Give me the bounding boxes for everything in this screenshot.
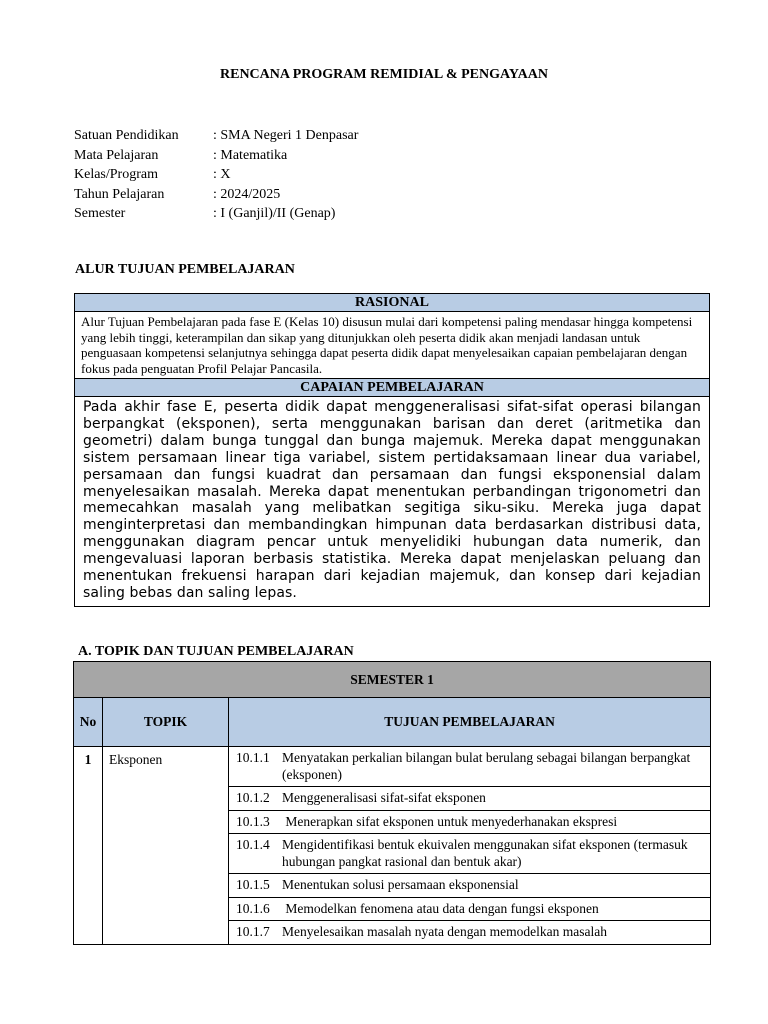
cp-header: CAPAIAN PEMBELAJARAN [75,379,710,397]
goal-item [229,834,711,874]
row-topic: Eksponen [103,747,229,945]
info-row-tahun [74,185,358,205]
goal-code: 10.1.6 [236,900,270,916]
col-header-tujuan: TUJUAN PEMBELAJARAN [229,698,711,747]
info-label: Tahun Pelajaran [74,186,165,202]
rasional-header: RASIONAL [75,294,710,312]
topik-heading: A. TOPIK DAN TUJUAN PEMBELAJARAN [78,644,354,659]
col-header-topik: TOPIK [103,698,229,747]
cp-text: Pada akhir fase E, peserta didik dapat menggeneralisasi sifat-sifat operasi bilangan berpangkat (eksponen), serta menggunakan barisan dan deret (aritmetika dan geometri) dalam bunga tunggal dan bunga majemuk. Mereka dapat menggunakan sistem persamaan linear tiga variabel, sistem pertidaksamaan linear dua variabel, persamaan dan fungsi kuadrat dan persamaan dan fungsi eksponensial dalam menyelesaikan masalah. Mereka dapat menentukan perbandingan trigonometri dan memecahkan masalah yang melibatkan segitiga siku-siku. Mereka juga dapat menginterpretasi dan membandingkan himpunan data berdasarkan distribusi data, menggunakan diagram pencar untuk menyelidiki hubungan data numerik, dan mengevaluasi laporan berbasis statistika. Mereka dapat menjelaskan peluang dan menentukan frekuensi harapan dari kejadian majemuk, dan konsep dari kejadian saling bebas dan saling lepas. [75,397,710,607]
goal-text: Menentukan solusi persamaan eksponensial [282,877,519,892]
goal-code: 10.1.5 [236,877,270,892]
row-number: 1 [74,747,103,945]
goal-item [229,921,711,945]
rasional-text: Alur Tujuan Pembelajaran pada fase E (Kelas 10) disusun mulai dari kompetensi paling mendasar hingga kompetensi yang lebih tinggi, keterampilan dan sikap yang ditunjukkan oleh peserta didik akan menjadi landasan untuk penguasaan kompetensi selanjutnya sehingga dapat peserta didik dapat menyelesaikan capaian pembelajaran dengan fokus pada penguatan Profil Pelajar Pancasila. [75,312,710,379]
info-label: Mata Pelajaran [74,147,159,163]
semester-header: SEMESTER 1 [74,662,711,698]
info-row-semester [74,204,358,224]
goal-text: Menyatakan perkalian bilangan bulat berulang sebagai bilangan berpangkat (eksponen) [282,750,691,782]
goal-item [229,897,711,921]
info-value: : X [213,167,231,182]
topik-table [73,661,711,945]
info-value: : SMA Negeri 1 Denpasar [213,128,359,143]
goal-item [229,810,711,834]
info-label: Semester [74,206,126,221]
info-row-satuan [74,126,358,146]
goal-text: Menggeneralisasi sifat-sifat eksponen [282,790,486,805]
goal-text: Mengidentifikasi bentuk ekuivalen menggunakan sifat eksponen (termasuk hubungan pangkat rasional dan bentuk akar) [282,837,688,869]
goal-text: Menerapkan sifat eksponen untuk menyederhanakan ekspresi [282,813,618,829]
info-block [74,126,358,224]
info-row-mapel [74,146,358,166]
goal-text: Menyelesaikan masalah nyata dengan memodelkan masalah [282,924,608,939]
goal-item [229,747,711,787]
goal-code: 10.1.3 [236,813,270,829]
document-title: RENCANA PROGRAM REMIDIAL & PENGAYAAN [220,67,548,82]
info-value: : Matematika [213,147,288,163]
goal-item [229,787,711,811]
goal-item [229,874,711,898]
goal-code: 10.1.7 [236,924,270,939]
info-row-kelas [74,165,358,185]
goal-code: 10.1.2 [236,790,270,805]
alur-table [74,293,710,607]
goal-text: Memodelkan fenomena atau data dengan fungsi eksponen [282,900,599,916]
alur-heading: ALUR TUJUAN PEMBELAJARAN [75,262,295,277]
goal-code: 10.1.4 [236,837,270,852]
info-label: Kelas/Program [74,167,158,182]
info-value: : I (Ganjil)/II (Genap) [213,206,336,221]
goal-code: 10.1.1 [236,750,270,765]
info-value: : 2024/2025 [213,186,281,202]
col-header-no: No [74,698,103,747]
info-label: Satuan Pendidikan [74,128,179,143]
table-row [74,747,711,787]
